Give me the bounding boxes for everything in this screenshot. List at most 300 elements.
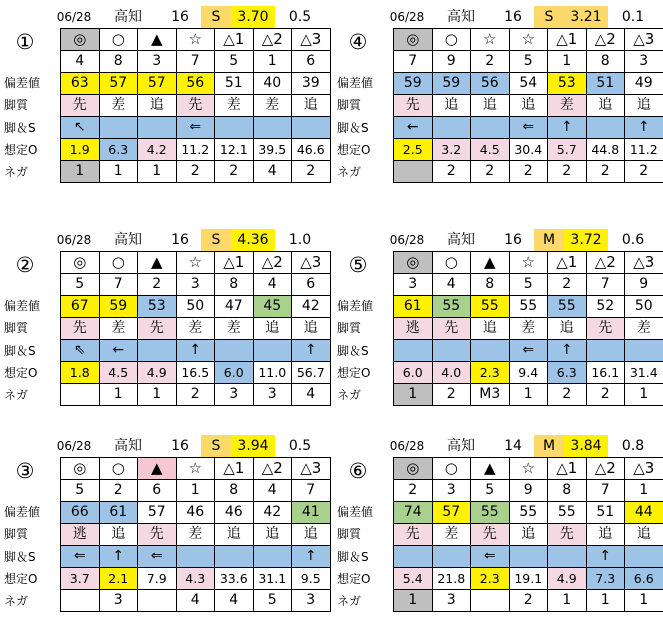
horse-number-cell: 7 [292, 480, 331, 502]
nega-cell: 1 [625, 590, 663, 612]
pace-cell [253, 340, 292, 362]
pace-cell [471, 117, 510, 139]
row-label: 脚＆S [337, 120, 369, 135]
row-label: 偏差値 [337, 505, 374, 519]
expected-odds-cell: 9.5 [292, 568, 331, 590]
expected-odds-cell: 7.9 [138, 568, 177, 590]
pace-cell: ↑ [586, 546, 625, 568]
mark-cell: ◎ [394, 458, 433, 480]
row-label: 想定O [337, 365, 371, 380]
mark-cell: △1 [548, 29, 587, 51]
running-style-cell: 先 [548, 524, 587, 546]
prediction-table [393, 251, 663, 406]
expected-odds-cell: 2.3 [471, 362, 510, 384]
mark-cell: △1 [215, 458, 254, 480]
horse-number-cell: 8 [215, 274, 254, 296]
horse-number-cell: 2 [99, 480, 138, 502]
mark-cell: ○ [432, 252, 471, 274]
nega-cell: M3 [471, 384, 510, 406]
horse-number-cell: 5 [61, 274, 100, 296]
running-style-cell: 追 [509, 95, 548, 117]
mark-cell: △3 [292, 458, 331, 480]
horse-number-cell: 1 [253, 51, 292, 73]
nega-cell: 3 [253, 384, 292, 406]
running-style-cell: 差 [509, 318, 548, 340]
header-extra: 0.8 [621, 438, 645, 454]
nega-cell: 2 [176, 384, 215, 406]
race-number: ⑥ [348, 459, 368, 483]
running-style-cell: 追 [253, 318, 292, 340]
running-style-cell: 追 [432, 95, 471, 117]
header-score: 3.72 [564, 229, 608, 251]
header-num: 16 [171, 9, 189, 25]
horse-number-cell: 5 [471, 480, 510, 502]
header-num: 16 [171, 438, 189, 454]
expected-odds-cell: 21.8 [432, 568, 471, 590]
running-style-cell: 追 [292, 318, 331, 340]
expected-odds-cell: 56.7 [292, 362, 331, 384]
expected-odds-cell: 6.0 [394, 362, 433, 384]
header-score: 3.21 [564, 6, 608, 28]
horse-number-cell: 7 [99, 274, 138, 296]
running-style-cell: 先 [61, 318, 100, 340]
header-num: 16 [504, 232, 522, 248]
running-style-cell: 先 [138, 524, 177, 546]
row-label: ネガ [337, 594, 362, 609]
pace-cell [586, 117, 625, 139]
deviation-cell: 52 [586, 296, 625, 318]
nega-cell: 4 [176, 590, 215, 612]
nega-cell: 3 [292, 590, 331, 612]
deviation-cell: 57 [432, 502, 471, 524]
running-style-cell: 先 [394, 95, 433, 117]
header-date: 06/28 [389, 10, 425, 24]
expected-odds-cell: 5.7 [548, 139, 587, 161]
nega-cell: 4 [215, 590, 254, 612]
race-panel-5 [337, 229, 663, 406]
race-number: ② [15, 253, 35, 277]
nega-cell: 2 [509, 161, 548, 183]
pace-cell: ← [99, 340, 138, 362]
mark-cell: △2 [253, 458, 292, 480]
nega-cell: 1 [548, 590, 587, 612]
pace-cell: ↑ [625, 117, 663, 139]
expected-odds-cell: 4.3 [176, 568, 215, 590]
mark-cell: ○ [99, 252, 138, 274]
deviation-cell: 50 [625, 296, 663, 318]
mark-cell: ☆ [176, 252, 215, 274]
row-label: ネガ [337, 165, 362, 180]
pace-cell [509, 546, 548, 568]
deviation-cell: 44 [625, 502, 663, 524]
horse-number-cell: 6 [292, 274, 331, 296]
nega-cell: 2 [509, 590, 548, 612]
nega-cell: 1 [625, 384, 663, 406]
row-label: 想定O [337, 142, 371, 157]
expected-odds-cell: 4.9 [548, 568, 587, 590]
horse-number-cell: 8 [548, 480, 587, 502]
row-label: 偏差値 [337, 299, 374, 313]
horse-number-cell: 4 [253, 480, 292, 502]
deviation-cell: 42 [292, 296, 331, 318]
nega-cell [394, 161, 433, 183]
header-grade: S [201, 6, 231, 28]
race-header [389, 229, 663, 251]
horse-number-cell: 2 [548, 274, 587, 296]
deviation-cell: 55 [509, 502, 548, 524]
mark-cell: ◎ [61, 29, 100, 51]
prediction-table [60, 457, 331, 612]
mark-cell: ○ [99, 458, 138, 480]
nega-cell: 1 [61, 161, 100, 183]
race-panel-6 [337, 435, 663, 612]
mark-cell: △3 [625, 252, 663, 274]
deviation-cell: 56 [471, 73, 510, 95]
pace-cell [138, 117, 177, 139]
header-grade: S [201, 435, 231, 457]
header-score: 4.36 [231, 229, 275, 251]
row-label: ネガ [337, 388, 362, 403]
deviation-cell: 53 [138, 296, 177, 318]
running-style-cell: 差 [176, 524, 215, 546]
race-panel-2 [4, 229, 336, 406]
mark-cell: △2 [586, 29, 625, 51]
horse-number-cell: 9 [432, 51, 471, 73]
row-label: 想定O [4, 571, 38, 586]
horse-number-cell: 5 [215, 51, 254, 73]
deviation-cell: 53 [548, 73, 587, 95]
header-extra: 0.1 [621, 9, 645, 25]
race-header [389, 6, 663, 28]
running-style-cell: 追 [215, 524, 254, 546]
nega-cell: 1 [138, 161, 177, 183]
expected-odds-cell: 1.9 [61, 139, 100, 161]
expected-odds-cell: 33.6 [215, 568, 254, 590]
expected-odds-cell: 9.4 [509, 362, 548, 384]
row-label: 想定O [4, 365, 38, 380]
horse-number-cell: 1 [548, 51, 587, 73]
expected-odds-cell: 5.4 [394, 568, 433, 590]
mark-cell: ☆ [176, 458, 215, 480]
race-panel-4 [337, 6, 663, 183]
deviation-cell: 56 [176, 73, 215, 95]
mark-cell: ◎ [394, 29, 433, 51]
prediction-table [393, 28, 663, 183]
nega-cell: 1 [509, 384, 548, 406]
expected-odds-cell: 2.1 [99, 568, 138, 590]
header-score: 3.84 [564, 435, 608, 457]
nega-cell: 3 [215, 384, 254, 406]
header-grade: S [201, 229, 231, 251]
running-style-cell: 追 [625, 524, 663, 546]
running-style-cell: 差 [625, 318, 663, 340]
expected-odds-cell: 2.5 [394, 139, 433, 161]
expected-odds-cell: 1.8 [61, 362, 100, 384]
horse-number-cell: 1 [176, 480, 215, 502]
nega-cell: 3 [432, 590, 471, 612]
expected-odds-cell: 4.0 [432, 362, 471, 384]
deviation-cell: 55 [432, 296, 471, 318]
expected-odds-cell: 19.1 [509, 568, 548, 590]
header-grade: M [534, 229, 564, 251]
deviation-cell: 55 [509, 296, 548, 318]
mark-cell: △3 [625, 458, 663, 480]
mark-cell: ▲ [138, 29, 177, 51]
pace-cell: ↑ [548, 117, 587, 139]
running-style-cell: 追 [471, 318, 510, 340]
mark-cell: ▲ [138, 252, 177, 274]
pace-cell [432, 546, 471, 568]
deviation-cell: 55 [548, 296, 587, 318]
nega-cell: 4 [292, 384, 331, 406]
nega-cell: 3 [99, 590, 138, 612]
header-num: 16 [504, 9, 522, 25]
running-style-cell: 差 [432, 524, 471, 546]
pace-cell [394, 546, 433, 568]
header-grade: S [534, 6, 564, 28]
expected-odds-cell: 46.6 [292, 139, 331, 161]
mark-cell: ◎ [61, 458, 100, 480]
horse-number-cell: 3 [394, 274, 433, 296]
horse-number-cell: 5 [509, 51, 548, 73]
header-num: 14 [504, 438, 522, 454]
pace-cell [432, 340, 471, 362]
pace-cell [215, 546, 254, 568]
mark-cell: △3 [292, 252, 331, 274]
race-header [56, 6, 336, 28]
row-label: 脚＆S [337, 549, 369, 564]
expected-odds-cell: 11.0 [253, 362, 292, 384]
pace-cell [625, 340, 663, 362]
pace-cell [99, 117, 138, 139]
expected-odds-cell: 3.2 [432, 139, 471, 161]
running-style-cell: 差 [176, 318, 215, 340]
header-num: 16 [171, 232, 189, 248]
mark-cell: △1 [548, 252, 587, 274]
expected-odds-cell: 31.4 [625, 362, 663, 384]
horse-number-cell: 4 [253, 274, 292, 296]
header-date: 06/28 [389, 439, 425, 453]
running-style-cell: 逃 [394, 318, 433, 340]
header-extra: 0.6 [621, 232, 645, 248]
nega-cell: 2 [625, 161, 663, 183]
deviation-cell: 42 [253, 502, 292, 524]
header-track: 高知 [447, 438, 475, 454]
nega-cell: 2 [432, 161, 471, 183]
mark-cell: △1 [548, 458, 587, 480]
running-style-cell: 差 [253, 95, 292, 117]
pace-cell [138, 340, 177, 362]
pace-cell: ↖ [61, 117, 100, 139]
expected-odds-cell: 3.7 [61, 568, 100, 590]
pace-cell [292, 117, 331, 139]
mark-cell: △2 [586, 458, 625, 480]
deviation-cell: 63 [61, 73, 100, 95]
horse-number-cell: 8 [586, 51, 625, 73]
running-style-cell: 差 [215, 95, 254, 117]
expected-odds-cell: 30.4 [509, 139, 548, 161]
mark-cell: ○ [432, 458, 471, 480]
row-label: 偏差値 [4, 76, 41, 90]
deviation-cell: 39 [292, 73, 331, 95]
row-label: 脚＆S [4, 549, 36, 564]
nega-cell: 2 [548, 384, 587, 406]
horse-number-cell: 3 [176, 274, 215, 296]
deviation-cell: 55 [471, 502, 510, 524]
pace-cell: ⇐ [509, 340, 548, 362]
deviation-cell: 57 [99, 73, 138, 95]
horse-number-cell: 2 [138, 274, 177, 296]
mark-cell: ◎ [61, 252, 100, 274]
row-label: 脚質 [4, 321, 29, 336]
race-number: ① [15, 30, 35, 54]
pace-cell: ⇐ [176, 117, 215, 139]
race-number: ④ [348, 30, 368, 54]
nega-cell: 2 [586, 161, 625, 183]
mark-cell: ○ [99, 29, 138, 51]
nega-cell [138, 590, 177, 612]
running-style-cell: 先 [138, 318, 177, 340]
expected-odds-cell: 16.5 [176, 362, 215, 384]
row-label: 脚質 [337, 98, 362, 113]
row-label: 脚質 [337, 527, 362, 542]
header-score: 3.70 [231, 6, 275, 28]
race-panel-3 [4, 435, 336, 612]
deviation-cell: 59 [394, 73, 433, 95]
pace-cell [548, 546, 587, 568]
deviation-cell: 51 [215, 73, 254, 95]
race-header [56, 229, 336, 251]
pace-cell: ↑ [548, 340, 587, 362]
header-extra: 0.5 [288, 9, 312, 25]
nega-cell: 1 [99, 161, 138, 183]
header-extra: 1.0 [288, 232, 312, 248]
expected-odds-cell: 4.5 [99, 362, 138, 384]
header-date: 06/28 [56, 439, 92, 453]
running-style-cell: 追 [625, 95, 663, 117]
pace-cell [625, 546, 663, 568]
deviation-cell: 49 [625, 73, 663, 95]
race-number: ③ [15, 459, 35, 483]
expected-odds-cell: 6.0 [215, 362, 254, 384]
running-style-cell: 逃 [61, 524, 100, 546]
deviation-cell: 40 [253, 73, 292, 95]
row-label: 脚＆S [4, 120, 36, 135]
mark-cell: ☆ [176, 29, 215, 51]
deviation-cell: 46 [176, 502, 215, 524]
pace-cell [432, 117, 471, 139]
header-track: 高知 [114, 438, 142, 454]
expected-odds-cell: 2.3 [471, 568, 510, 590]
expected-odds-cell: 11.2 [625, 139, 663, 161]
horse-number-cell: 7 [586, 480, 625, 502]
row-label: ネガ [4, 165, 29, 180]
nega-cell: 1 [586, 590, 625, 612]
horse-number-cell: 5 [61, 480, 100, 502]
expected-odds-cell: 4.9 [138, 362, 177, 384]
deviation-cell: 61 [99, 502, 138, 524]
horse-number-cell: 8 [215, 480, 254, 502]
horse-number-cell: 7 [586, 274, 625, 296]
race-number: ⑤ [348, 253, 368, 277]
mark-cell: △2 [253, 29, 292, 51]
prediction-table [60, 28, 331, 183]
horse-number-cell: 9 [509, 480, 548, 502]
deviation-cell: 51 [586, 502, 625, 524]
horse-number-cell: 5 [509, 274, 548, 296]
row-label: 脚質 [4, 98, 29, 113]
deviation-cell: 46 [215, 502, 254, 524]
running-style-cell: 先 [176, 95, 215, 117]
running-style-cell: 先 [394, 524, 433, 546]
deviation-cell: 50 [176, 296, 215, 318]
running-style-cell: 先 [432, 318, 471, 340]
pace-cell: ⇖ [61, 340, 100, 362]
deviation-cell: 45 [253, 296, 292, 318]
pace-cell [253, 546, 292, 568]
mark-cell: △3 [625, 29, 663, 51]
running-style-cell: 差 [215, 318, 254, 340]
nega-cell [471, 590, 510, 612]
deviation-cell: 57 [138, 502, 177, 524]
nega-cell: 2 [432, 384, 471, 406]
deviation-cell: 57 [138, 73, 177, 95]
deviation-cell: 41 [292, 502, 331, 524]
running-style-cell: 先 [61, 95, 100, 117]
horse-number-cell: 8 [471, 274, 510, 296]
expected-odds-cell: 31.1 [253, 568, 292, 590]
header-track: 高知 [447, 232, 475, 248]
pace-cell [394, 340, 433, 362]
mark-cell: △2 [586, 252, 625, 274]
expected-odds-cell: 7.3 [586, 568, 625, 590]
nega-cell: 2 [215, 161, 254, 183]
deviation-cell: 59 [432, 73, 471, 95]
row-label: 偏差値 [337, 76, 374, 90]
row-label: 脚＆S [4, 343, 36, 358]
running-style-cell: 追 [99, 524, 138, 546]
nega-cell [61, 384, 100, 406]
header-date: 06/28 [56, 233, 92, 247]
pace-cell: ⇐ [509, 117, 548, 139]
horse-number-cell: 3 [625, 51, 663, 73]
running-style-cell: 差 [99, 95, 138, 117]
row-label: 脚質 [337, 321, 362, 336]
pace-cell: ⇐ [138, 546, 177, 568]
nega-cell: 4 [253, 161, 292, 183]
mark-cell: ▲ [138, 458, 177, 480]
deviation-cell: 67 [61, 296, 100, 318]
race-header [56, 435, 336, 457]
mark-cell: ▲ [471, 252, 510, 274]
running-style-cell: 追 [548, 318, 587, 340]
horse-number-cell: 8 [99, 51, 138, 73]
nega-cell: 2 [586, 384, 625, 406]
horse-number-cell: 1 [625, 480, 663, 502]
expected-odds-cell: 39.5 [253, 139, 292, 161]
pace-cell: ↑ [292, 546, 331, 568]
mark-cell: △1 [215, 29, 254, 51]
expected-odds-cell: 11.2 [176, 139, 215, 161]
expected-odds-cell: 4.2 [138, 139, 177, 161]
header-score: 3.94 [231, 435, 275, 457]
mark-cell: ☆ [509, 458, 548, 480]
header-track: 高知 [114, 232, 142, 248]
running-style-cell: 差 [99, 318, 138, 340]
deviation-cell: 47 [215, 296, 254, 318]
deviation-cell: 74 [394, 502, 433, 524]
expected-odds-cell: 12.1 [215, 139, 254, 161]
